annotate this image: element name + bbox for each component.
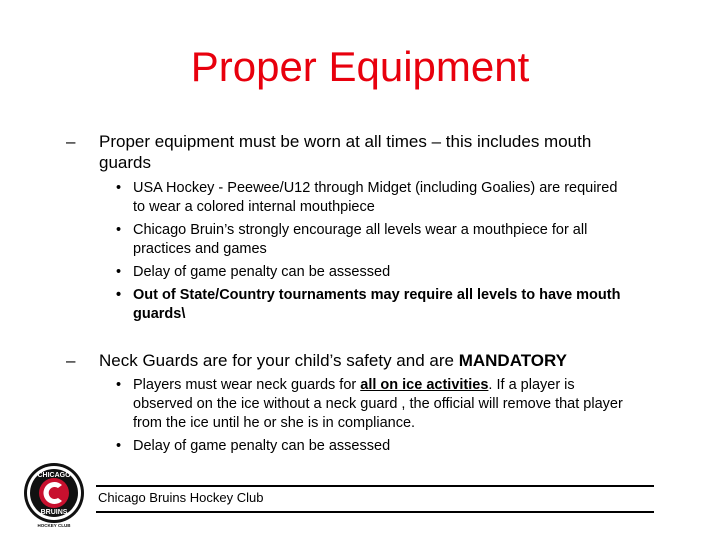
bullet-text: practices and games <box>133 241 267 257</box>
logo-base-text: HOCKEY CLUB <box>37 523 71 528</box>
bullet-text: USA Hockey - Peewee/U12 through Midget (including Goalies) are required <box>133 180 618 196</box>
bullet-icon: • <box>116 222 122 238</box>
section1-line2: guards <box>99 153 151 172</box>
list-item <box>113 179 683 217</box>
logo-bottom-text: BRUINS <box>40 509 68 516</box>
slide-title: Proper Equipment <box>190 43 530 90</box>
section1-line1: Proper equipment must be worn at all times – this includes mouth <box>99 132 592 151</box>
club-logo <box>22 462 86 528</box>
bullet-icon: • <box>116 438 122 454</box>
bullet-icon: • <box>116 377 122 393</box>
bullet-icon: • <box>116 180 122 196</box>
bullet-icon: • <box>116 264 122 280</box>
bullet-text: Chicago Bruin’s strongly encourage all levels wear a mouthpiece for all <box>133 222 588 238</box>
bullet-text: to wear a colored internal mouthpiece <box>133 199 375 215</box>
mandatory-label: MANDATORY <box>458 351 567 370</box>
list-item <box>113 286 683 324</box>
dash-marker: – <box>66 351 76 370</box>
bullet-text: . If a player is <box>488 377 575 393</box>
footer-text: Chicago Bruins Hockey Club <box>98 490 264 505</box>
section2-heading <box>66 350 652 371</box>
list-item <box>113 376 683 433</box>
bullet-text: Players must wear neck guards for <box>133 377 361 393</box>
bullet-text: Out of State/Country tournaments may require all levels to have mouth <box>133 287 621 303</box>
logo-top-text: CHICAGO <box>37 472 71 479</box>
section1-heading <box>66 131 652 173</box>
section2-text: Neck Guards are for your child’s safety and are <box>99 351 459 370</box>
dash-marker: – <box>66 132 76 151</box>
bullet-icon: • <box>116 287 122 303</box>
bullet-text: guards\ <box>133 306 186 322</box>
emphasis-text: all on ice activities <box>360 377 489 393</box>
bullet-text: Delay of game penalty can be assessed <box>133 264 391 280</box>
footer-divider-bottom <box>96 511 654 513</box>
bullet-text: observed on the ice without a neck guard , the official will remove that player <box>133 396 623 412</box>
list-item <box>113 437 683 456</box>
list-item <box>113 263 683 282</box>
bullet-text: from the ice until he or she is in compliance. <box>133 415 416 431</box>
list-item <box>113 221 683 259</box>
bullet-text: Delay of game penalty can be assessed <box>133 438 391 454</box>
footer-divider-top <box>96 485 654 487</box>
